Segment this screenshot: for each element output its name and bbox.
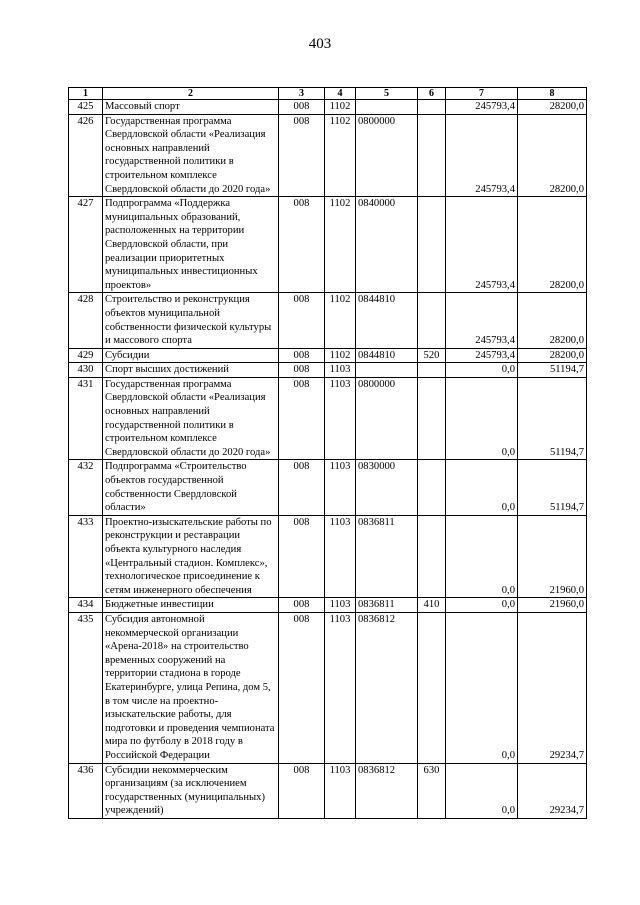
row-target-code: 0836811 xyxy=(356,598,418,613)
row-number: 427 xyxy=(69,197,103,293)
row-expense-type xyxy=(418,363,446,378)
row-sum-col-7: 0,0 xyxy=(446,515,518,598)
row-sum-col-7: 245793,4 xyxy=(446,197,518,293)
table-row xyxy=(69,114,587,197)
row-number: 429 xyxy=(69,348,103,363)
row-section-code: 1103 xyxy=(325,612,356,763)
row-admin-code: 008 xyxy=(279,197,325,293)
row-sum-col-7: 0,0 xyxy=(446,363,518,378)
row-target-code: 0840000 xyxy=(356,197,418,293)
row-expense-type xyxy=(418,293,446,348)
row-name: Государственная программа Свердловской области «Реализация основных направлений государственной политики в строительном комплексе Свердловской области до 2020 года» xyxy=(103,114,279,197)
row-admin-code: 008 xyxy=(279,363,325,378)
header-col-3: 3 xyxy=(279,88,325,100)
row-section-code: 1102 xyxy=(325,100,356,115)
row-section-code: 1103 xyxy=(325,763,356,818)
row-sum-col-7: 245793,4 xyxy=(446,100,518,115)
table-row xyxy=(69,100,587,115)
row-section-code: 1102 xyxy=(325,197,356,293)
row-admin-code: 008 xyxy=(279,763,325,818)
row-admin-code: 008 xyxy=(279,100,325,115)
row-name: Государственная программа Свердловской области «Реализация основных направлений государственной политики в строительном комплексе Свердловской области до 2020 года» xyxy=(103,377,279,460)
row-target-code xyxy=(356,100,418,115)
row-admin-code: 008 xyxy=(279,460,325,515)
row-name: Массовый спорт xyxy=(103,100,279,115)
row-sum-col-8: 29234,7 xyxy=(518,763,587,818)
row-name: Проектно-изыскательские работы по реконструкции и реставрации объекта культурного наследия «Центральный стадион. Комплекс», технологическое присоединение к сетям инженерного обеспечения xyxy=(103,515,279,598)
header-row xyxy=(69,88,587,100)
row-sum-col-7: 0,0 xyxy=(446,377,518,460)
row-sum-col-8: 28200,0 xyxy=(518,348,587,363)
row-expense-type: 630 xyxy=(418,763,446,818)
row-target-code: 0800000 xyxy=(356,377,418,460)
row-sum-col-7: 245793,4 xyxy=(446,114,518,197)
row-expense-type xyxy=(418,612,446,763)
row-sum-col-8: 51194,7 xyxy=(518,363,587,378)
header-col-1: 1 xyxy=(69,88,103,100)
row-sum-col-8: 21960,0 xyxy=(518,598,587,613)
row-section-code: 1103 xyxy=(325,363,356,378)
row-section-code: 1103 xyxy=(325,377,356,460)
row-admin-code: 008 xyxy=(279,114,325,197)
table-row xyxy=(69,363,587,378)
row-expense-type xyxy=(418,515,446,598)
page-number: 403 xyxy=(308,36,332,52)
table-row xyxy=(69,197,587,293)
row-name: Субсидии некоммерческим организациям (за исключением государственных (муниципальных) учреждений) xyxy=(103,763,279,818)
row-number: 436 xyxy=(69,763,103,818)
row-number: 425 xyxy=(69,100,103,115)
header-col-6: 6 xyxy=(418,88,446,100)
row-target-code: 0836812 xyxy=(356,763,418,818)
row-sum-col-7: 0,0 xyxy=(446,763,518,818)
row-sum-col-7: 0,0 xyxy=(446,460,518,515)
row-admin-code: 008 xyxy=(279,293,325,348)
row-sum-col-8: 51194,7 xyxy=(518,460,587,515)
header-col-7: 7 xyxy=(446,88,518,100)
row-number: 435 xyxy=(69,612,103,763)
header-col-2: 2 xyxy=(103,88,279,100)
row-name: Подпрограмма «Поддержка муниципальных образований, расположенных на территории Свердловской области, при реализации приоритетных муниципальных инвестиционных проектов» xyxy=(103,197,279,293)
row-expense-type xyxy=(418,197,446,293)
row-section-code: 1103 xyxy=(325,598,356,613)
row-admin-code: 008 xyxy=(279,598,325,613)
row-name: Субсидия автономной некоммерческой организации «Арена-2018» на строительство временных сооружений на территории стадиона в городе Екатеринбурге, улица Репина, дом 5, в том числе на проектно-изыскательские работы, для подготовки и проведения чемпионата мира по футболу в 2018 году в Российской Федерации xyxy=(103,612,279,763)
row-section-code: 1103 xyxy=(325,515,356,598)
row-target-code: 0844810 xyxy=(356,293,418,348)
table-row xyxy=(69,293,587,348)
row-sum-col-8: 51194,7 xyxy=(518,377,587,460)
row-expense-type xyxy=(418,114,446,197)
row-target-code xyxy=(356,363,418,378)
row-target-code: 0836811 xyxy=(356,515,418,598)
row-expense-type xyxy=(418,100,446,115)
row-number: 426 xyxy=(69,114,103,197)
row-admin-code: 008 xyxy=(279,515,325,598)
table-row xyxy=(69,763,587,818)
row-number: 430 xyxy=(69,363,103,378)
row-name: Подпрограмма «Строительство объектов государственной собственности Свердловской области» xyxy=(103,460,279,515)
row-name: Строительство и реконструкция объектов муниципальной собственности физической культуры и массового спорта xyxy=(103,293,279,348)
row-number: 428 xyxy=(69,293,103,348)
row-number: 432 xyxy=(69,460,103,515)
row-sum-col-7: 245793,4 xyxy=(446,293,518,348)
table-row xyxy=(69,598,587,613)
table-row xyxy=(69,612,587,763)
row-sum-col-8: 28200,0 xyxy=(518,197,587,293)
row-target-code: 0830000 xyxy=(356,460,418,515)
table-row xyxy=(69,460,587,515)
header-col-4: 4 xyxy=(325,88,356,100)
row-sum-col-8: 28200,0 xyxy=(518,293,587,348)
row-expense-type: 410 xyxy=(418,598,446,613)
row-section-code: 1102 xyxy=(325,293,356,348)
row-expense-type xyxy=(418,460,446,515)
row-target-code: 0800000 xyxy=(356,114,418,197)
row-name: Субсидии xyxy=(103,348,279,363)
row-name: Бюджетные инвестиции xyxy=(103,598,279,613)
row-number: 433 xyxy=(69,515,103,598)
row-section-code: 1102 xyxy=(325,114,356,197)
header-col-5: 5 xyxy=(356,88,418,100)
row-expense-type xyxy=(418,377,446,460)
header-col-8: 8 xyxy=(518,88,587,100)
row-admin-code: 008 xyxy=(279,377,325,460)
row-section-code: 1103 xyxy=(325,460,356,515)
row-target-code: 0836812 xyxy=(356,612,418,763)
row-sum-col-7: 245793,4 xyxy=(446,348,518,363)
budget-table xyxy=(68,87,587,819)
row-target-code: 0844810 xyxy=(356,348,418,363)
row-sum-col-8: 28200,0 xyxy=(518,114,587,197)
table-row xyxy=(69,377,587,460)
row-number: 434 xyxy=(69,598,103,613)
row-expense-type: 520 xyxy=(418,348,446,363)
row-sum-col-7: 0,0 xyxy=(446,612,518,763)
row-admin-code: 008 xyxy=(279,348,325,363)
row-name: Спорт высших достижений xyxy=(103,363,279,378)
table-row xyxy=(69,515,587,598)
row-admin-code: 008 xyxy=(279,612,325,763)
row-sum-col-8: 28200,0 xyxy=(518,100,587,115)
row-number: 431 xyxy=(69,377,103,460)
row-section-code: 1102 xyxy=(325,348,356,363)
row-sum-col-8: 21960,0 xyxy=(518,515,587,598)
row-sum-col-7: 0,0 xyxy=(446,598,518,613)
row-sum-col-8: 29234,7 xyxy=(518,612,587,763)
table-row xyxy=(69,348,587,363)
